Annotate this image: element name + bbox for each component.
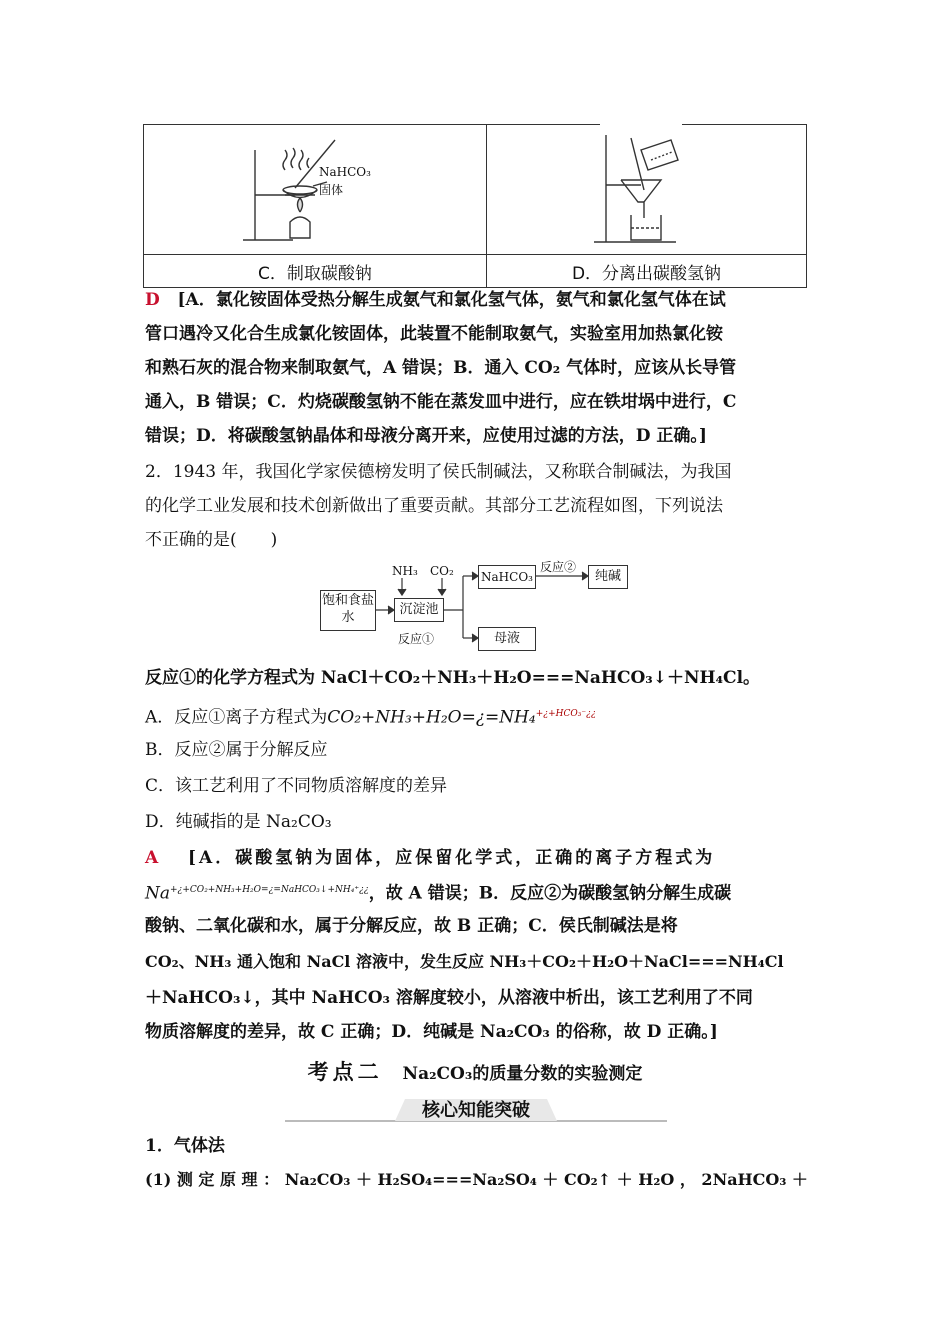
figure-cell-c [144, 125, 487, 255]
flow-box-nahco3: NaHCO₃ [478, 565, 536, 589]
figure-cell-d [486, 125, 806, 255]
q2-answer-line-5: ＋NaHCO₃↓，其中 NaHCO₃ 溶解度较小，从溶液中析出，该工艺利用了不同 [145, 988, 753, 1008]
q1-answer-text: [A．氯化铵固体受热分解生成氨气和氯化氢气体，氨气和氯化氢气体在试 [177, 290, 726, 310]
section-prefix: 考点二 [307, 1060, 383, 1084]
process-flow-chart [320, 560, 640, 660]
q1-answer-line-2: 管口遇冷又化合生成氯化铵固体，此装置不能制取氨气，实验室用加热氯化铵 [145, 324, 723, 344]
gas-method-heading: 1．气体法 [145, 1136, 225, 1156]
flow-input-nh3: NH₃ [392, 564, 418, 578]
flow-label-reaction-2: 反应② [540, 560, 577, 574]
q2-answer-letter: A [145, 848, 162, 868]
flow-input-co2: CO₂ [430, 564, 454, 578]
reaction-note: 反应①的化学方程式为 NaCl＋CO₂＋NH₃＋H₂O===NaHCO₃↓＋NH₄Cl。 [145, 668, 761, 688]
flow-box-mother-liquor: 母液 [478, 627, 536, 651]
q2-answer-line-2 [145, 878, 807, 906]
options-table [143, 124, 807, 288]
core-knowledge-banner [285, 1093, 667, 1127]
section-heading [0, 1056, 950, 1086]
q2-answer-line-6: 物质溶解度的差异，故 C 正确；D．纯碱是 Na₂CO₃ 的俗称，故 D 正确。] [145, 1022, 718, 1042]
option-a-sup: +¿+HCO₃⁻¿¿ [535, 709, 596, 719]
banner-label: 核心知能突破 [422, 1100, 530, 1121]
q2-answer-line-4: CO₂、NH₃ 通入饱和 NaCl 溶液中，发生反应 NH₃＋CO₂＋H₂O＋NaCl===NH₄Cl [145, 952, 784, 971]
q2-answer-eq: Na [145, 883, 171, 904]
q2-option-c: C．该工艺利用了不同物质溶解度的差异 [145, 776, 448, 796]
q2-answer-line-1 [145, 846, 807, 870]
q2-answer-text-1: [A．碳酸氢钠为固体，应保留化学式，正确的离子方程式为 [187, 848, 716, 868]
filtration-apparatus-figure [586, 130, 706, 250]
section-title: Na₂CO₃的质量分数的实验测定 [402, 1064, 643, 1084]
q1-answer-line-5: 错误；D．将碳酸氢钠晶体和母液分离开来，应使用过滤的方法，D 正确。] [145, 426, 707, 446]
flow-label-reaction-1: 反应① [398, 632, 435, 646]
fig-c-label-1: NaHCO₃ [319, 165, 371, 179]
q2-option-d: D．纯碱指的是 Na₂CO₃ [145, 812, 332, 832]
option-a-equation: CO₂+NH₃+H₂O=¿=NH₄ [327, 707, 536, 728]
q2-stem-line-3: 不正确的是( ) [145, 530, 278, 550]
q1-answer-line-4: 通入，B 错误；C．灼烧碳酸氢钠不能在蒸发皿中进行，应在铁坩埚中进行，C [145, 392, 737, 412]
q2-stem-line-2: 的化学工业发展和技术创新做出了重要贡献。其部分工艺流程如图，下列说法 [145, 496, 723, 516]
option-a-prefix: A．反应①离子方程式为 [145, 707, 328, 728]
gas-method-line-1: (1) 测 定 原 理 ： Na₂CO₃ ＋ H₂SO₄===Na₂SO₄ ＋ CO₂↑ ＋ H₂O ， 2NaHCO₃ ＋ [145, 1170, 808, 1189]
q2-option-b: B．反应②属于分解反应 [145, 740, 328, 760]
option-c-label: C．制取碳酸钠 [144, 255, 487, 288]
q2-answer-eq-small: +¿+CO₂+NH₃+H₂O=¿=NaHCO₃↓+NH₄⁺¿¿ [170, 885, 369, 895]
flow-box-tank: 沉淀池 [394, 598, 444, 622]
fig-c-label-2: 固体 [319, 183, 344, 197]
q2-option-a [145, 702, 807, 730]
q2-answer-text-2: ，故 A 错误；B．反应②为碳酸氢钠分解生成碳 [368, 883, 732, 904]
q1-answer-letter: D [145, 290, 160, 310]
q2-stem-line-1: 2．1943 年，我国化学家侯德榜发明了侯氏制碱法，又称联合制碱法，为我国 [145, 462, 732, 482]
option-d-label: D．分离出碳酸氢钠 [486, 255, 806, 288]
q1-answer-line-3: 和熟石灰的混合物来制取氨气，A 错误；B．通入 CO₂ 气体时，应该从长导管 [145, 358, 737, 378]
flow-box-brine: 饱和食盐水 [320, 590, 376, 631]
heating-apparatus-figure [235, 130, 395, 250]
q1-answer-line-1 [145, 288, 807, 312]
flow-box-soda: 纯碱 [588, 565, 628, 589]
q2-answer-line-3: 酸钠、二氧化碳和水，属于分解反应，故 B 正确；C．侯氏制碱法是将 [145, 916, 678, 936]
